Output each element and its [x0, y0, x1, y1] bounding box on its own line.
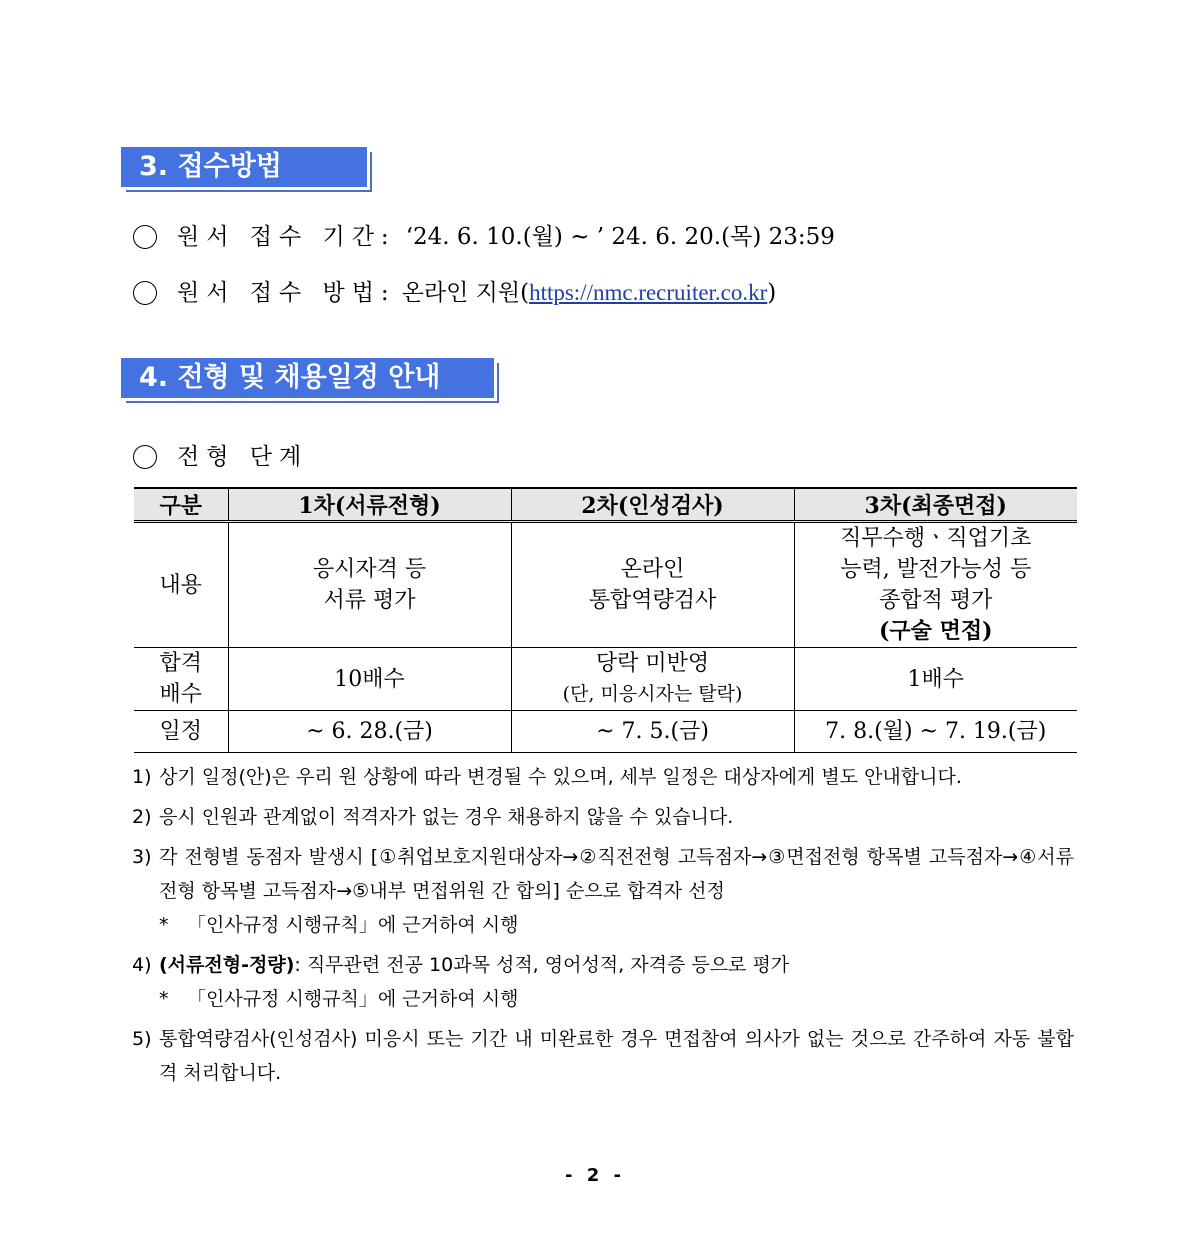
- asterisk-icon: *: [159, 988, 169, 1010]
- cell: [228, 522, 511, 648]
- cell-line: 당락 미반영: [595, 651, 710, 676]
- note-subline: [159, 982, 1074, 1016]
- table-row: [134, 711, 1077, 753]
- note-subtext: 「인사규정 시행규칙」에 근거하여 시행: [187, 988, 519, 1010]
- page-number: - 2 -: [565, 1165, 625, 1186]
- list-item: [132, 840, 1074, 942]
- circle-bullet-icon: [133, 281, 157, 305]
- cell-line: 서류 평가: [323, 588, 416, 613]
- cell-line: 능력, 발전가능성 등: [840, 557, 1032, 582]
- section-4-title: 4. 전형 및 채용일정 안내: [139, 362, 441, 393]
- recruit-link[interactable]: https://nmc.recruiter.co.kr: [529, 280, 768, 305]
- note-subline: [159, 908, 1074, 942]
- section-3-title: 3. 접수방법: [139, 151, 282, 182]
- cell: 1배수: [794, 648, 1077, 711]
- header-stage-1: 1차(서류전형): [228, 488, 511, 522]
- method-close: ): [767, 280, 777, 306]
- list-item: [132, 948, 1074, 1016]
- row-label-content: 내용: [134, 522, 228, 648]
- cell: 7. 8.(월) ~ 7. 19.(금): [794, 711, 1077, 753]
- cell-line: 합격: [159, 651, 202, 676]
- header-category: 구분: [134, 488, 228, 522]
- cell-line: 온라인: [620, 557, 685, 582]
- list-item: [132, 760, 1074, 794]
- note-text: 상기 일정(안)은 우리 원 상황에 따라 변경될 수 있으며, 세부 일정은 대상자에게 별도 안내합니다.: [159, 766, 962, 788]
- cell: [511, 522, 794, 648]
- cell-line: (구술 면접): [879, 618, 993, 644]
- list-item: [132, 800, 1074, 834]
- note-number: 2): [132, 806, 152, 828]
- note-text-main: 각 전형별 동점자 발생시 [①취업보호지원대상자→②직전전형 고득점자→③면접전형 항목별 고득점자→④서류전형 항목별 고득점자→⑤내부 면접위원 간 합의] 순으로 합격자 선정: [159, 846, 1074, 902]
- list-item: [132, 1022, 1074, 1090]
- table-header-row: [134, 488, 1077, 522]
- method-value: 온라인 지원(: [401, 280, 530, 306]
- row-label-schedule: 일정: [134, 711, 228, 753]
- method-line: [133, 278, 776, 308]
- cell: [794, 522, 1077, 648]
- period-label: 원서 접수 기간:: [177, 224, 396, 250]
- table-row: [134, 648, 1077, 711]
- notes-list: [132, 760, 1074, 1096]
- cell-line: 배수: [159, 682, 202, 707]
- table-row: [134, 522, 1077, 648]
- note-number: 1): [132, 766, 152, 788]
- note-bold: (서류전형-정량): [159, 954, 295, 976]
- section-4-header: [121, 358, 494, 398]
- note-subtext: 「인사규정 시행규칙」에 근거하여 시행: [187, 914, 519, 936]
- note-number: 5): [132, 1028, 152, 1050]
- note-number: 4): [132, 954, 152, 976]
- stage-line: [133, 442, 308, 472]
- row-label-multiplier: [134, 648, 228, 711]
- stage-label: 전형 단계: [177, 444, 309, 470]
- cell-line: 응시자격 등: [312, 557, 427, 582]
- asterisk-icon: *: [159, 914, 169, 936]
- note-text: 응시 인원과 관계없이 적격자가 없는 경우 채용하지 않을 수 있습니다.: [159, 806, 734, 828]
- cell: ~ 7. 5.(금): [511, 711, 794, 753]
- period-line: [133, 222, 835, 252]
- header-stage-3: 3차(최종면접): [794, 488, 1077, 522]
- cell-line: 직무수행ㆍ직업기초: [840, 526, 1032, 551]
- note-number: 3): [132, 846, 152, 868]
- circle-bullet-icon: [133, 225, 157, 249]
- note-text-main: : 직무관련 전공 10과목 성적, 영어성적, 자격증 등으로 평가: [294, 954, 790, 976]
- note-text: [159, 840, 1074, 942]
- schedule-table: [134, 487, 1077, 753]
- cell-line: 종합적 평가: [879, 588, 993, 613]
- cell: 10배수: [228, 648, 511, 711]
- circle-bullet-icon: [133, 445, 157, 469]
- cell: ~ 6. 28.(금): [228, 711, 511, 753]
- note-text: [159, 948, 1074, 1016]
- method-label: 원서 접수 방법:: [177, 280, 396, 306]
- header-stage-2: 2차(인성검사): [511, 488, 794, 522]
- note-text: 통합역량검사(인성검사) 미응시 또는 기간 내 미완료한 경우 면접참여 의사가 없는 것으로 간주하여 자동 불합격 처리합니다.: [159, 1028, 1074, 1084]
- period-value: ‘24. 6. 10.(월) ~ ’ 24. 6. 20.(목) 23:59: [405, 224, 835, 250]
- cell-line: 통합역량검사: [588, 588, 717, 613]
- cell: [511, 648, 794, 711]
- cell-line: (단, 미응시자는 탈락): [562, 683, 743, 705]
- section-3-header: [121, 147, 367, 187]
